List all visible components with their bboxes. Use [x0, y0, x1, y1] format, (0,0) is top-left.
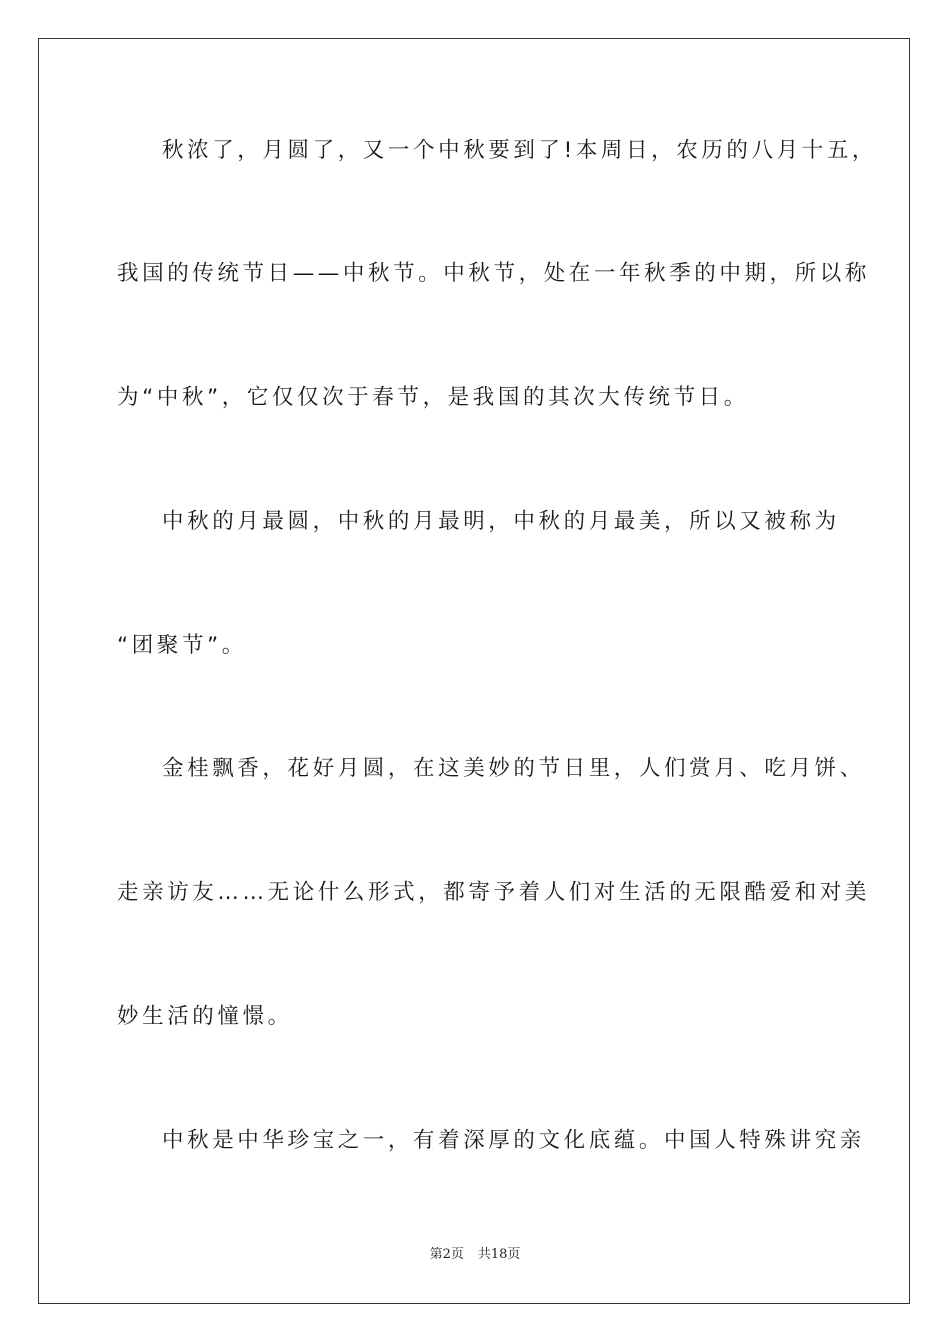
paragraph-2-line-1: 中秋的月最圆，中秋的月最明，中秋的月最美，所以又被称为 [162, 509, 840, 534]
page-border [38, 38, 910, 1304]
paragraph-3-line-1: 金桂飘香，花好月圆，在这美妙的节日里，人们赏月、吃月饼、 [162, 756, 865, 781]
paragraph-3-line-2: 走亲访友……无论什么形式，都寄予着人们对生活的无限酷爱和对美 [117, 880, 871, 905]
page-number: 第2页 [429, 1247, 464, 1262]
page-total: 共18页 [477, 1247, 521, 1262]
paragraph-1-line-2: 我国的传统节日——中秋节。中秋节，处在一年秋季的中期，所以称 [117, 261, 871, 286]
paragraph-1-line-1: 秋浓了，月圆了，又一个中秋要到了!本周日，农历的八月十五， [162, 138, 878, 163]
page-footer [0, 1246, 950, 1264]
paragraph-3-line-3: 妙生活的憧憬。 [117, 1004, 293, 1029]
paragraph-4-line-1: 中秋是中华珍宝之一，有着深厚的文化底蕴。中国人特殊讲究亲 [162, 1128, 865, 1153]
paragraph-1-line-3: 为“中秋”，它仅仅次于春节，是我国的其次大传统节日。 [117, 385, 749, 410]
paragraph-2-line-2: “团聚节”。 [117, 633, 247, 658]
